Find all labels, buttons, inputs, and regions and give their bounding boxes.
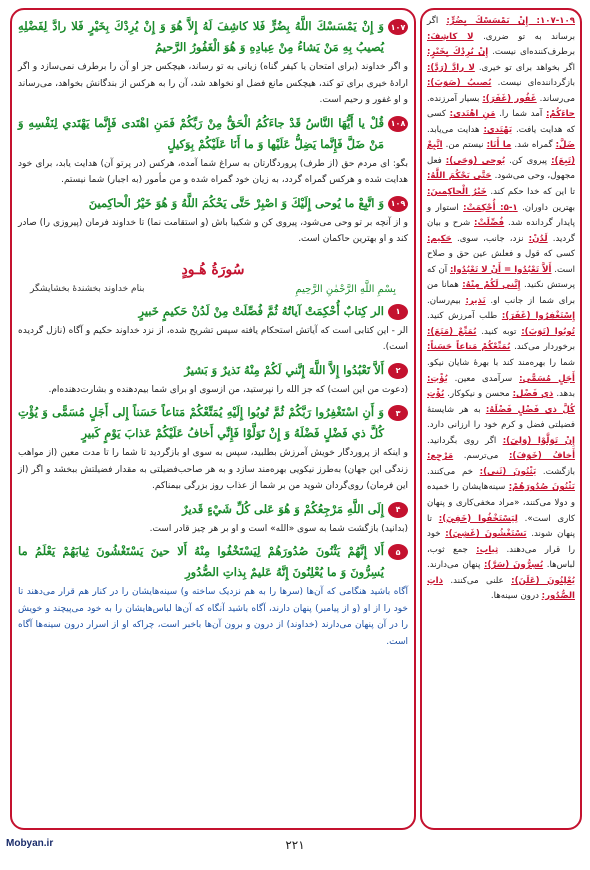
verse-translation: و اگر خداوند (برای امتحان یا کیفر گناه) زیانی به تو رساند، هیچکس جز او آن را برطرف نمی‌سازد و اگر ارادهٔ خیری برای تو کند، هیچکس مانع فضل او نخواهد شد، آن را به هرکس از بندگانش بخواهد، می‌رساند و او غفور و رحیم است. <box>18 62 408 105</box>
glossary-definition: نیستم من. <box>445 140 484 151</box>
glossary-definition: به هر شایستهٔ فضیلتی فضل و کرم خود را ارزانی دارد. <box>427 404 575 431</box>
verse-number-badge: ۱۰۹ <box>388 196 408 212</box>
glossary-definition: خود را قرار می‌دهند. <box>427 529 576 555</box>
glossary-term: ما أَنَا: <box>486 140 512 151</box>
glossary-term: أَلاَّ تَعْبُدُوا = أَنْ لا تَعْبُدُوا: <box>449 264 552 275</box>
glossary-definition: می‌ترسم. <box>463 451 499 462</box>
verse-arabic-text: أَلاَّ تَعْبُدُوا إِلاَّ اللَّهَ إِنَّني لَكُمْ مِنْهُ نَذيرٌ وَ بَشيرٌ <box>184 362 384 377</box>
glossary-term: لا كاشِفَ: <box>427 31 474 42</box>
glossary-definition: اگر بخواهد برای تو خیری. <box>478 62 575 73</box>
glossary-definition: پیروی کن. <box>509 155 548 166</box>
glossary-term: فُصِّلَتْ: <box>474 218 505 229</box>
glossary-term: لِيَسْتَخْفُوا (خَفِيَ): <box>438 513 518 524</box>
verse-translation: آگاه باشید هنگامی که آن‌ها (سرها را به هم نزدیک ساخته و) سینه‌هایشان را در کنار هم قرار می‌دهند تا خود را از او (و از پیامبر) پنهان دارند، آگاه باشید آنگاه که آن‌ها لباس‌هایشان را به خود می‌پیچند و خویش را در آن پنهان می‌دارند (خداوند) از درون و برون آن‌ها باخبر است، چراکه او از اسرار درون سینه‌ها آگاه است. <box>18 587 408 647</box>
verse-arabic-text: وَ اتَّبِعْ ما يُوحى إِلَيْكَ وَ اصْبِرْ حَتَّى يَحْكُمَ اللَّهُ وَ هُوَ خَيْرُ الْحاكِمينَ <box>88 195 384 210</box>
verse-108 <box>18 113 408 155</box>
verse-hud-1 <box>18 301 408 322</box>
glossary-definition: فعل مجهول، وحی می‌شود. <box>427 155 576 182</box>
verse-number-badge: ۴ <box>388 502 408 518</box>
glossary-term: حَتَّى يَحْكُمَ اللَّهُ: <box>427 171 492 182</box>
glossary-definition: سینه‌هایشان را خمیده و دولا می‌کنند، «مراد مخفی‌کاری و پنهان کاری است». <box>427 482 576 524</box>
glossary-definition: می‌رساند. <box>539 93 576 104</box>
glossary-definition: بازگرداننده‌ای نیست. <box>497 78 576 89</box>
glossary-term: لَدُنْ: <box>528 233 548 244</box>
glossary-definition: استوار و پایدار گردانده شد. <box>427 202 575 229</box>
glossary-term: يُعْلِنُونَ (عَلَنَ): <box>511 575 575 586</box>
glossary-term: مَنِ اهْتَدى: <box>449 109 496 120</box>
glossary-term: يُمَتِّعْكُمْ مَتاعاً حَسَناً: <box>427 342 511 353</box>
glossary-definition: علنی می‌کنند. <box>450 575 504 586</box>
verse-number-badge: ۲ <box>388 363 408 379</box>
verse-number-badge: ۳ <box>388 405 408 421</box>
glossary-definition: سرآمدی معین. <box>454 373 513 384</box>
glossary-definition: کسی که هدایت یافت. <box>427 109 576 135</box>
glossary-definition: طلب آمرزش کنید. <box>427 311 498 322</box>
verse-arabic-text: إِلَى اللَّهِ مَرْجِعُكُمْ وَ هُوَ عَلى كُلِّ شَيْءٍ قَديرٌ <box>182 501 384 516</box>
bismillah-persian: بنام خداوند بخشندهٔ بخشایشگر <box>30 283 145 294</box>
verse-translation: الر - این کتابی است که آیاتش استحکام یافته سپس تشریح شده، از نزد خداوند حکیم و آگاه (نازل گردیده است). <box>18 325 408 352</box>
verse-arabic-text: أَلا إِنَّهُمْ يَثْنُونَ صُدُورَهُمْ لِيَسْتَخْفُوا مِنْهُ أَلا حينَ يَسْتَغْشُونَ ثِيابَهُمْ يَعْلَمُ ما يُسِرُّونَ وَ ما يُعْلِنُونَ إِنَّهُ عَليمٌ بِذاتِ الصُّدُورِ <box>18 544 384 579</box>
glossary-term: يُمَتِّعْ (مَتَعَ): <box>427 326 477 337</box>
glossary-definition: برخوردار می‌کند. <box>514 342 576 353</box>
glossary-term: يُوحى (وَحَى): <box>445 155 506 166</box>
verse-109 <box>18 193 408 214</box>
glossary-term: أَخافُ (خَوَفَ): <box>508 451 576 462</box>
glossary-term: ۱-۵: أُحْكِمَتْ: <box>463 202 518 213</box>
main-content <box>12 10 414 650</box>
glossary-definition: بیم‌رسان. <box>427 295 461 306</box>
glossary-definition: بازگشت. <box>542 466 575 477</box>
bismillah-row <box>18 284 408 295</box>
glossary-definition: گمراه شد. <box>514 140 553 151</box>
glossary-term: مَرْجِع: <box>427 451 454 462</box>
glossary-term: إِنَّني لَكُمْ مِنْهُ: <box>462 280 521 291</box>
glossary-list <box>422 10 580 609</box>
verse-hud-2 <box>18 360 408 381</box>
glossary-term: يَسْتَغْشُونَ (غَشِيَ): <box>445 529 527 540</box>
glossary-definition: اگر روی بگردانید. <box>427 435 497 446</box>
glossary-definition: اگر برساند به تو ضرری. <box>427 16 575 42</box>
glossary-definition: خم می‌کنند. <box>427 466 473 477</box>
verse-hud-3 <box>18 402 408 444</box>
verse-hud-4 <box>18 499 408 520</box>
glossary-term: إِنْ يُرِدْكَ بِخَيْرٍ: <box>427 47 489 58</box>
glossary-definition: شما را بهره‌مند کند با بهرهٔ شایان نیکو. <box>427 358 575 369</box>
glossary-term: يُسِرُّونَ (سَرَّ): <box>484 560 544 571</box>
verse-arabic-text: قُلْ يا أَيُّهَا النَّاسُ قَدْ جاءَكُمُ الْحَقُّ مِنْ رَبِّكُمْ فَمَنِ اهْتَدى فَإِنَّما يَهْتَدي لِنَفْسِهِ وَ مَنْ ضَلَّ فَإِنَّما يَضِلُّ عَلَيْها وَ ما أَنَا عَلَيْكُمْ بِوَكيلٍ <box>18 115 384 151</box>
glossary-term: ثِياب: <box>476 544 499 555</box>
glossary-definition: بسیار آمرزنده. <box>427 93 480 104</box>
glossary-term: يُؤْتِ كُلَّ ذي فَضْلٍ فَضْلَهُ: <box>427 389 576 415</box>
main-text-panel <box>10 8 416 830</box>
glossary-definition: هدایت می‌یابد. <box>427 124 480 135</box>
glossary-term: أَجَلٍ مُسَمًّى: <box>519 373 575 384</box>
glossary-definition: نزد، جانب، سوی. <box>456 233 524 244</box>
verse-translation: (بدانید) بازگشت شما به سوی «الله» است و او بر هر چیز قادر است. <box>149 523 408 534</box>
glossary-term: غَفُور (غَفَرَ): <box>482 93 537 104</box>
glossary-term: ذاتِ الصُّدُور: <box>427 575 575 602</box>
glossary-term: اتَّبِعْ (تَبِعَ): <box>427 140 575 166</box>
verse-number-badge: ۱۰۷ <box>388 19 408 35</box>
glossary-term: إِسْتَغْفِرُوا (غَفَرَ): <box>501 311 576 322</box>
verse-arabic-text: وَ أَنِ اسْتَغْفِرُوا رَبَّكُمْ ثُمَّ تُوبُوا إِلَيْهِ يُمَتِّعْكُمْ مَتاعاً حَسَناً إِلى أَجَلٍ مُسَمًّى وَ يُؤْتِ كُلَّ ذي فَضْلٍ فَضْلَهُ وَ إِنْ تَوَلَّوْا فَإِنِّي أَخافُ عَلَيْكُمْ عَذابَ يَوْمٍ كَبيرٍ <box>18 405 384 440</box>
bismillah-arabic: بِسْمِ اللَّهِ الرَّحْمٰنِ الرَّحِيمِ <box>295 283 396 295</box>
glossary-term: حَكيم: <box>427 233 452 244</box>
glossary-definition: همانا من برای شما از جانب او. <box>427 280 576 306</box>
glossary-definition: شرح و بیان گردید. <box>427 218 576 244</box>
glossary-term: يُصيبُ (صَوَبَ): <box>427 78 492 89</box>
glossary-definition: برطرف‌کننده‌ای نیست. <box>492 47 575 58</box>
verse-107 <box>18 16 408 58</box>
glossary-definition: تا این که خدا حکم کند. <box>490 187 575 198</box>
glossary-term: تُوبُوا (تَوَبَ): <box>521 326 575 337</box>
glossary-definition: جمع ثوب، لباس‌ها. <box>427 544 575 571</box>
verse-number-badge: ۱۰۸ <box>388 116 408 132</box>
verse-arabic-text: الر كِتابٌ أُحْكِمَتْ آياتُهُ ثُمَّ فُصِّلَتْ مِنْ لَدُنْ حَكيمٍ خَبيرٍ <box>138 303 384 318</box>
verse-translation: و اینکه از پروردگار خویش آمرزش بطلبید، سپس به سوی او بازگردید تا شما را تا مدت معین (از مواهب زندگی این جهان) به‌طرز نیکویی بهره‌مند سازد و به هر صاحب‌فضیلتی به مقدار فضیلتش ببخشد و اگر (از این فرمان) روی‌گردان شوید من بر شما از عذاب روز بزرگی بیمناکم. <box>18 448 408 491</box>
sura-title: سُورَةُ هُـودٍ <box>181 261 245 278</box>
verse-hud-5 <box>18 541 408 583</box>
glossary-definition: محسن و نیکوکار. <box>447 389 510 400</box>
glossary-term: جاءَكُمْ: <box>546 109 575 120</box>
glossary-term: يَثْنُونَ صُدُورَهُمْ: <box>508 482 575 493</box>
glossary-term: ذي فَضْل: <box>512 389 554 400</box>
glossary-term: خَيْرُ الْحاكِمينَ: <box>427 187 487 198</box>
glossary-definition: کسی که قول و فعلش عین حق و صلاح است. <box>427 249 576 275</box>
glossary-definition: تا پنهان شوند. <box>427 513 576 540</box>
glossary-definition: بهترین داوران. <box>522 202 576 213</box>
verse-number-badge: ۵ <box>388 544 408 560</box>
glossary-term: ۱۰۷-۱۰۹: إِنْ يَمْسَسْكَ بِضُرٍّ: <box>446 16 576 26</box>
glossary-definition: درون سینه‌ها. <box>490 591 539 602</box>
glossary-term: يُؤْتِ: <box>427 373 448 384</box>
glossary-term: نَذير: <box>465 295 486 306</box>
verse-translation: و از آنچه بر تو وحی می‌شود، پیروی کن و شکیبا باش (و استقامت نما) تا خداوند فرمان (پیروزی را) صادر کند و او بهترین حاکمان است. <box>18 217 408 244</box>
page-number: ۲۲۱ <box>285 838 305 852</box>
glossary-definition: توبه کنید. <box>481 326 517 337</box>
glossary-definition: آمد شما را. <box>499 109 543 120</box>
verse-translation: بگو: ای مردم حق (از طرف) پروردگارتان به سراغ شما آمده، هرکس (در پرتو آن) هدایت یابد، برای خود هدایت شده و هرکس گمراه گردد، به زیان خود گمراه شده و من مأمور (به اجبار) شما نیستم. <box>18 158 408 185</box>
verse-translation: (دعوت من این است) که جز الله را نپرستید، من ازسوی او برای شما بیم‌دهنده و بشارت‌دهنده‌ام. <box>48 384 408 395</box>
verse-number-badge: ۱ <box>388 304 408 320</box>
verse-arabic-text: وَ إِنْ يَمْسَسْكَ اللَّهُ بِضُرٍّ فَلا كاشِفَ لَهُ إِلاَّ هُوَ وَ إِنْ يُرِدْكَ بِخَيْرٍ فَلا رادَّ لِفَضْلِهِ يُصيبُ بِهِ مَنْ يَشاءُ مِنْ عِبادِهِ وَ هُوَ الْغَفُورُ الرَّحيمُ <box>18 19 384 54</box>
glossary-term: لا رادَّ (رَدَّ): <box>427 62 475 73</box>
glossary-panel <box>420 8 582 830</box>
glossary-definition: بدهد. <box>556 389 576 400</box>
glossary-definition: آن که پرستش نکنید. <box>427 264 575 291</box>
glossary-term: ضَلَّ: <box>555 140 576 151</box>
glossary-term: يَثْنُونَ (ثَنى): <box>479 466 537 477</box>
site-watermark: Mobyan.ir <box>6 838 54 849</box>
glossary-term: إِنْ تَوَلَّوْا (وَلِيَ): <box>502 435 576 446</box>
glossary-definition: پنهان می‌دارند. <box>427 560 481 571</box>
glossary-term: يَهْتَدي: <box>483 124 513 135</box>
